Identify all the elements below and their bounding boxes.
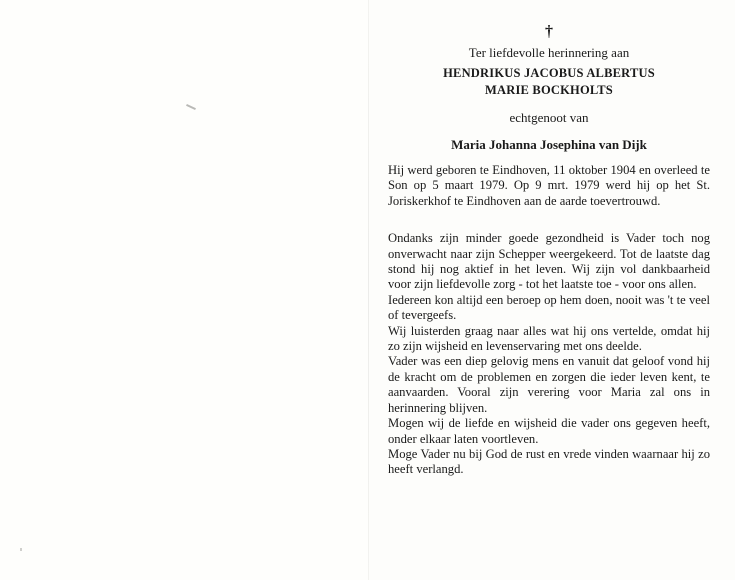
memorial-paragraph: Moge Vader nu bij God de rust en vrede vinden waarnaar hij zo heeft verlangd. (388, 446, 710, 477)
intro-line: Ter liefdevolle herinnering aan (468, 45, 630, 60)
deceased-name-line1: HENDRIKUS JACOBUS ALBERTUS (443, 66, 655, 80)
deceased-name-line2: MARIE BOCKHOLTS (485, 83, 613, 97)
memorial-text-panel (388, 22, 710, 562)
memorial-paragraph: Ondanks zijn minder goede gezondheid is Vader toch nog onverwacht naar zijn Schepper weergekeerd. Tot de laatste dag stond hij nog aktief in het leven. Wij zijn vol dankbaarheid voor zijn liefdevolle zorg - tot het laatste toe - voor ons allen. (388, 231, 710, 292)
spouse-intro: echtgenoot van (509, 110, 589, 125)
spouse-name: Maria Johanna Josephina van Dijk (451, 137, 647, 152)
memorial-paragraph: Mogen wij de liefde en wijsheid die vader ons gegeven heeft, onder elkaar laten voortleven. (388, 416, 710, 446)
birth-death-paragraph: Hij werd geboren te Eindhoven, 11 oktober 1904 en overleed te Son op 5 maart 1979. Op 9 mrt. 1979 werd hij op het St. Joriskerkhof te Eindhoven aan de aarde toevertrouwd. (388, 163, 710, 208)
smudge-mark (186, 104, 196, 110)
card-fold (368, 0, 369, 580)
memorial-paragraph: Iedereen kon altijd een beroep op hem doen, nooit was 't te veel of tevergeefs. (388, 292, 710, 323)
memorial-paragraph: Vader was een diep gelovig mens en vanuit dat geloof vond hij de kracht om de problemen en zorgen die ieder leven kent, te aanvaarden. Vooral zijn verering voor Maria zal ons in herinnering blijven. (388, 354, 710, 415)
dust-speck (20, 548, 22, 551)
cross-icon: † (545, 23, 553, 40)
memorial-paragraph: Wij luisterden graag naar alles wat hij ons vertelde, omdat hij zo zijn wijsheid en levenservaring met ons deelde. (388, 323, 710, 354)
